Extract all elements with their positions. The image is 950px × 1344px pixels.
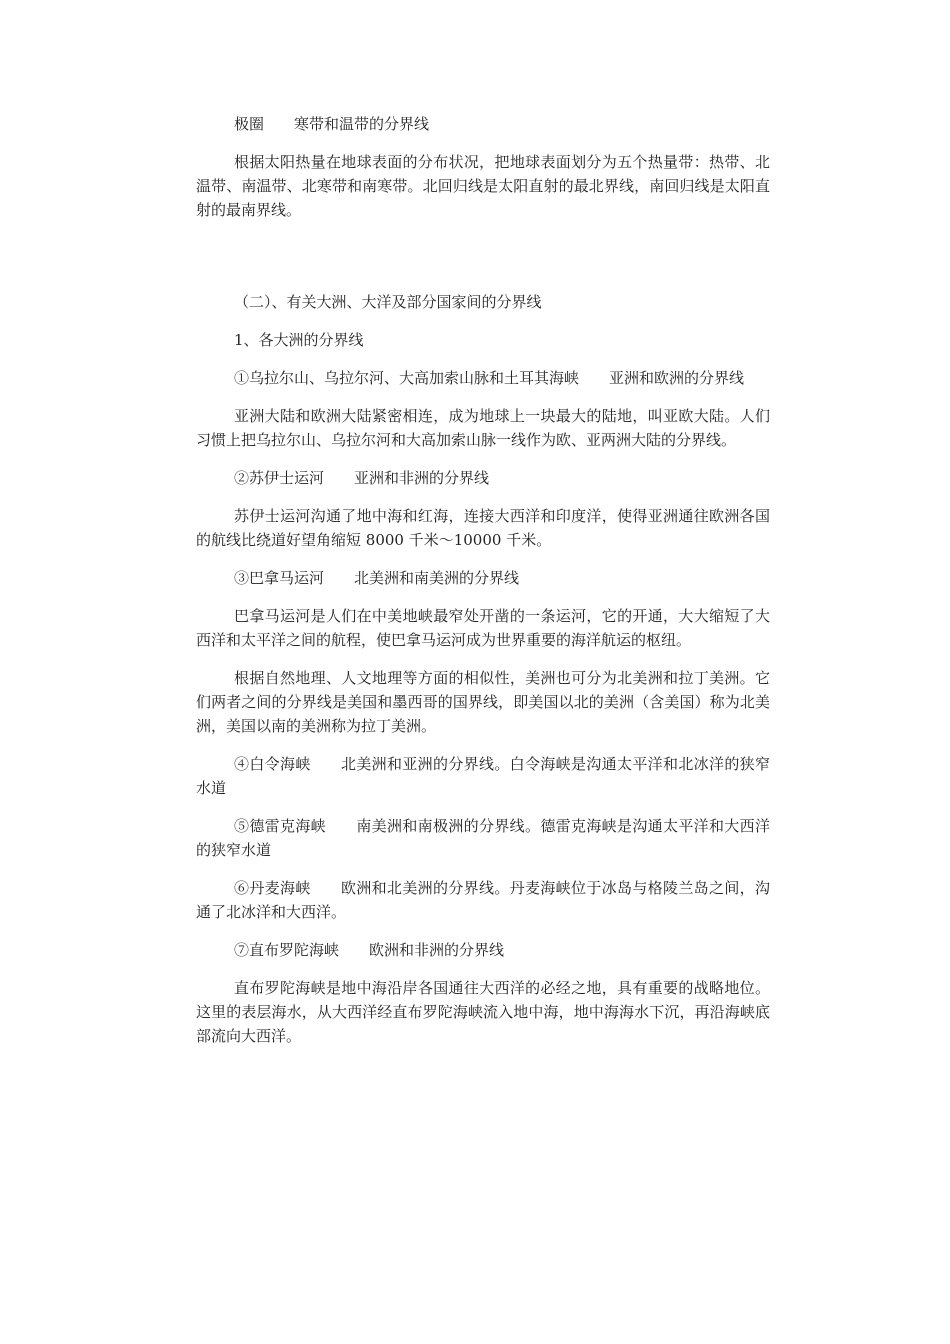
- boundary-item-3-text: 巴拿马运河是人们在中美地峡最窄处开凿的一条运河，它的开通，大大缩短了大西洋和太平洋之间的航程，使巴拿马运河成为世界重要的海洋航运的枢纽。: [196, 607, 770, 649]
- description: 欧洲和非洲的分界线: [369, 941, 505, 959]
- term: ⑤德雷克海峡: [234, 817, 326, 835]
- heat-zones-paragraph: 根据太阳热量在地球表面的分布状况，把地球表面划分为五个热量带：热带、北温带、南温带、北寒带和南寒带。北回归线是太阳直射的最北界线，南回归线是太阳直射的最南界线。: [196, 153, 770, 219]
- boundary-item-1-text: 亚洲大陆和欧洲大陆紧密相连，成为地球上一块最大的陆地，叫亚欧大陆。人们习惯上把乌拉尔山、乌拉尔河和大高加索山脉一线作为欧、亚两洲大陆的分界线。: [196, 407, 770, 449]
- polar-circle-line: [196, 112, 770, 136]
- document-page: [196, 112, 770, 1062]
- term: 极圈: [234, 115, 265, 133]
- boundary-item-5: [196, 814, 770, 862]
- boundary-item-3: [196, 566, 770, 590]
- boundary-item-7-text: 直布罗陀海峡是地中海沿岸各国通往大西洋的必经之地，具有重要的战略地位。这里的表层海水，从大西洋经直布罗陀海峡流入地中海，地中海海水下沉，再沿海峡底部流向大西洋。: [196, 979, 770, 1045]
- description: 北美洲和亚洲的分界线。白令海峡是沟通太平洋和北冰洋的狭窄水道: [196, 755, 770, 797]
- term: ⑥丹麦海峡: [234, 879, 311, 897]
- boundary-item-6: [196, 876, 770, 924]
- description: 亚洲和非洲的分界线: [354, 469, 490, 487]
- term: ②苏伊士运河: [234, 469, 325, 487]
- boundary-item-7: [196, 938, 770, 962]
- spacer: [196, 236, 770, 290]
- term: ④白令海峡: [234, 755, 311, 773]
- term: ①乌拉尔山、乌拉尔河、大高加索山脉和土耳其海峡: [234, 369, 580, 387]
- boundary-item-1: [196, 366, 770, 390]
- description: 寒带和温带的分界线: [294, 115, 430, 133]
- boundary-item-2-text: 苏伊士运河沟通了地中海和红海，连接大西洋和印度洋，使得亚洲通往欧洲各国的航线比绕道好望角缩短 8000 千米～10000 千米。: [196, 507, 770, 549]
- boundary-item-2: [196, 466, 770, 490]
- description: 南美洲和南极洲的分界线。德雷克海峡是沟通太平洋和大西洋的狭窄水道: [196, 817, 770, 859]
- boundary-item-3-text-2: 根据自然地理、人文地理等方面的相似性，美洲也可分为北美洲和拉丁美洲。它们两者之间的分界线是美国和墨西哥的国界线，即美国以北的美洲（含美国）称为北美洲，美国以南的美洲称为拉丁美洲。: [196, 669, 770, 735]
- term: ③巴拿马运河: [234, 569, 325, 587]
- sub-title: 1、各大洲的分界线: [234, 331, 364, 349]
- description: 欧洲和北美洲的分界线。丹麦海峡位于冰岛与格陵兰岛之间，沟通了北冰洋和大西洋。: [196, 879, 770, 921]
- description: 北美洲和南美洲的分界线: [354, 569, 520, 587]
- description: 亚洲和欧洲的分界线: [609, 369, 745, 387]
- term: ⑦直布罗陀海峡: [234, 941, 340, 959]
- section-title: （二）、有关大洲、大洋及部分国家间的分界线: [234, 293, 542, 311]
- boundary-item-4: [196, 752, 770, 800]
